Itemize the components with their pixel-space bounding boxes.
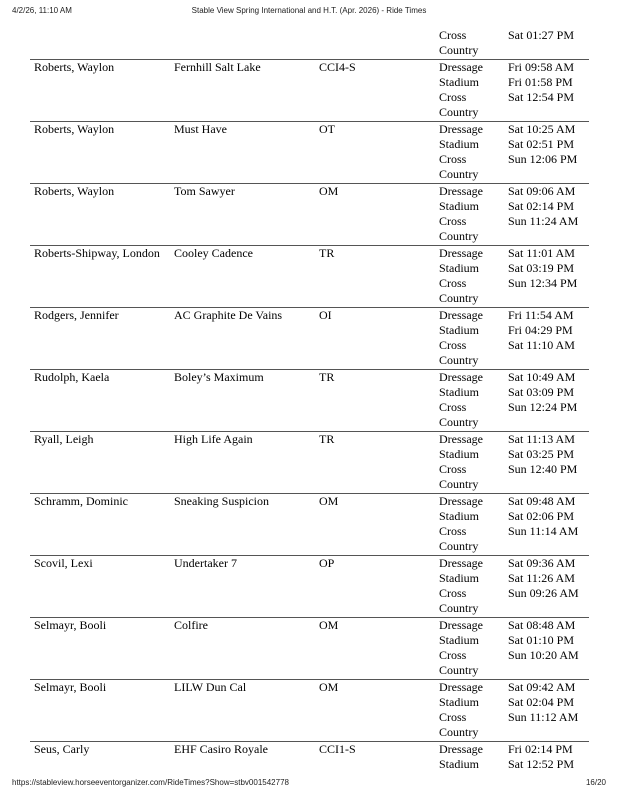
phase-name: Cross Country — [439, 214, 479, 243]
phase-item — [439, 494, 589, 509]
phase-name: Cross Country — [439, 648, 479, 677]
phase-list — [439, 556, 589, 616]
phase-list — [439, 370, 589, 430]
horse-name: Must Have — [174, 122, 227, 136]
phase-item — [439, 742, 589, 757]
phase-name: Stadium — [439, 323, 480, 337]
phase-name: Stadium — [439, 633, 480, 647]
rider-name: Ryall, Leigh — [34, 432, 94, 446]
ride-times-table — [30, 28, 589, 773]
rider-name: Rudolph, Kaela — [34, 370, 110, 384]
phase-item — [439, 199, 589, 214]
phase-list — [439, 742, 589, 772]
phase-time: Sat 11:26 AM — [508, 571, 575, 585]
phase-name: Cross Country — [439, 400, 479, 429]
phase-time: Sat 03:09 PM — [508, 385, 575, 399]
table-row — [30, 555, 589, 617]
division: TR — [319, 246, 335, 260]
phase-name: Dressage — [439, 184, 483, 198]
rider-name: Schramm, Dominic — [34, 494, 128, 508]
table-row — [30, 493, 589, 555]
phase-time: Sat 09:48 AM — [508, 494, 576, 508]
phase-time: Sat 10:49 AM — [508, 370, 576, 384]
phase-item — [439, 323, 589, 338]
phase-time: Fri 04:29 PM — [508, 323, 573, 337]
division: OT — [319, 122, 335, 136]
phase-name: Cross Country — [439, 524, 479, 553]
phase-name: Stadium — [439, 571, 480, 585]
phase-item — [439, 276, 589, 306]
phase-item — [439, 400, 589, 430]
phase-time: Sun 12:34 PM — [508, 276, 578, 290]
phase-item — [439, 308, 589, 323]
phase-time: Fri 01:58 PM — [508, 75, 573, 89]
phase-name: Cross Country — [439, 152, 479, 181]
division: OM — [319, 494, 339, 508]
rider-name: Roberts, Waylon — [34, 184, 115, 198]
phase-time: Sun 11:12 AM — [508, 710, 579, 724]
horse-name: Sneaking Suspicion — [174, 494, 269, 508]
phase-name: Cross Country — [439, 28, 479, 57]
phase-list — [439, 680, 589, 740]
table-row — [30, 121, 589, 183]
phase-item — [439, 338, 589, 368]
phase-time: Sat 09:06 AM — [508, 184, 576, 198]
phase-time: Sat 11:01 AM — [508, 246, 575, 260]
page-number: 16/20 — [585, 778, 606, 787]
phase-item — [439, 214, 589, 244]
phase-name: Stadium — [439, 199, 480, 213]
phase-list — [439, 28, 589, 58]
phase-name: Dressage — [439, 122, 483, 136]
rider-name: Roberts-Shipway, London — [34, 246, 160, 260]
phase-time: Sat 11:13 AM — [508, 432, 575, 446]
phase-item — [439, 152, 589, 182]
phase-list — [439, 246, 589, 306]
phase-time: Sun 12:40 PM — [508, 462, 578, 476]
phase-item — [439, 680, 589, 695]
phase-time: Sun 11:14 AM — [508, 524, 579, 538]
phase-list — [439, 308, 589, 368]
phase-name: Stadium — [439, 75, 480, 89]
phase-time: Sat 09:42 AM — [508, 680, 576, 694]
phase-name: Cross Country — [439, 710, 479, 739]
phase-time: Sat 11:10 AM — [508, 338, 575, 352]
page-url: https://stableview.horseeventorganizer.com/RideTimes?Show=stbv001542778 — [12, 778, 289, 787]
phase-item — [439, 122, 589, 137]
phase-list — [439, 184, 589, 244]
phase-time: Sat 02:06 PM — [508, 509, 575, 523]
table-row — [30, 741, 589, 773]
phase-time: Fri 09:58 AM — [508, 60, 575, 74]
table-row — [30, 307, 589, 369]
phase-name: Dressage — [439, 370, 483, 384]
division: OM — [319, 680, 339, 694]
phase-name: Cross Country — [439, 462, 479, 491]
phase-name: Cross Country — [439, 586, 479, 615]
rider-name: Selmayr, Booli — [34, 680, 107, 694]
phase-name: Stadium — [439, 447, 480, 461]
horse-name: Cooley Cadence — [174, 246, 253, 260]
phase-item — [439, 75, 589, 90]
horse-name: Undertaker 7 — [174, 556, 237, 570]
division: CCI4-S — [319, 60, 356, 74]
table-row — [30, 245, 589, 307]
phase-item — [439, 447, 589, 462]
phase-item — [439, 695, 589, 710]
division: CCI1-S — [319, 742, 356, 756]
phase-name: Cross Country — [439, 276, 479, 305]
horse-name: AC Graphite De Vains — [174, 308, 283, 322]
division: TR — [319, 370, 335, 384]
phase-name: Stadium — [439, 695, 480, 709]
phase-time: Sun 11:24 AM — [508, 214, 579, 228]
phase-name: Dressage — [439, 494, 483, 508]
phase-list — [439, 618, 589, 678]
phase-time: Sun 12:06 PM — [508, 152, 578, 166]
phase-name: Stadium — [439, 137, 480, 151]
horse-name: Tom Sawyer — [174, 184, 235, 198]
phase-item — [439, 710, 589, 740]
phase-time: Sun 09:26 AM — [508, 586, 579, 600]
phase-time: Sat 09:36 AM — [508, 556, 576, 570]
phase-item — [439, 509, 589, 524]
division: OP — [319, 556, 335, 570]
phase-time: Fri 02:14 PM — [508, 742, 573, 756]
phase-time: Sat 01:10 PM — [508, 633, 575, 647]
print-datetime: 4/2/26, 11:10 AM — [12, 6, 72, 15]
phase-item — [439, 137, 589, 152]
phase-time: Sat 10:25 AM — [508, 122, 576, 136]
rider-name: Roberts, Waylon — [34, 60, 115, 74]
table-row — [30, 431, 589, 493]
division: OI — [319, 308, 332, 322]
phase-time: Fri 11:54 AM — [508, 308, 574, 322]
phase-list — [439, 432, 589, 492]
table-row — [30, 617, 589, 679]
phase-item — [439, 618, 589, 633]
division: OM — [319, 184, 339, 198]
table-row — [30, 369, 589, 431]
phase-time: Sat 02:51 PM — [508, 137, 575, 151]
division: OM — [319, 618, 339, 632]
horse-name: High Life Again — [174, 432, 253, 446]
phase-name: Dressage — [439, 618, 483, 632]
table-row — [30, 183, 589, 245]
phase-list — [439, 494, 589, 554]
phase-time: Sat 12:52 PM — [508, 757, 575, 771]
rider-name: Seus, Carly — [34, 742, 90, 756]
phase-item — [439, 184, 589, 199]
phase-name: Dressage — [439, 60, 483, 74]
table-row — [30, 679, 589, 741]
phase-time: Sat 03:25 PM — [508, 447, 575, 461]
phase-item — [439, 261, 589, 276]
horse-name: LILW Dun Cal — [174, 680, 247, 694]
phase-time: Sat 08:48 AM — [508, 618, 576, 632]
rider-name: Roberts, Waylon — [34, 122, 115, 136]
horse-name: Boley’s Maximum — [174, 370, 264, 384]
phase-time: Sun 10:20 AM — [508, 648, 579, 662]
phase-list — [439, 122, 589, 182]
rider-name: Rodgers, Jennifer — [34, 308, 119, 322]
phase-item — [439, 556, 589, 571]
phase-name: Stadium — [439, 509, 480, 523]
phase-name: Stadium — [439, 757, 480, 771]
phase-item — [439, 246, 589, 261]
table-row — [30, 28, 589, 59]
phase-time: Sat 02:04 PM — [508, 695, 575, 709]
phase-name: Stadium — [439, 261, 480, 275]
phase-item — [439, 757, 589, 772]
phase-item — [439, 60, 589, 75]
phase-name: Dressage — [439, 246, 483, 260]
phase-name: Stadium — [439, 385, 480, 399]
phase-time: Sat 02:14 PM — [508, 199, 575, 213]
phase-time: Sun 12:24 PM — [508, 400, 578, 414]
print-footer — [12, 778, 606, 792]
phase-time: Sat 12:54 PM — [508, 90, 575, 104]
phase-item — [439, 648, 589, 678]
horse-name: Colfire — [174, 618, 208, 632]
phase-item — [439, 28, 589, 58]
phase-time: Sat 01:27 PM — [508, 28, 575, 42]
rider-name: Scovil, Lexi — [34, 556, 93, 570]
phase-time: Sat 03:19 PM — [508, 261, 575, 275]
horse-name: Fernhill Salt Lake — [174, 60, 261, 74]
phase-name: Dressage — [439, 742, 483, 756]
phase-name: Dressage — [439, 556, 483, 570]
phase-name: Cross Country — [439, 90, 479, 119]
phase-name: Dressage — [439, 680, 483, 694]
phase-item — [439, 90, 589, 120]
print-header — [12, 6, 606, 20]
phase-item — [439, 432, 589, 447]
phase-name: Dressage — [439, 432, 483, 446]
phase-item — [439, 370, 589, 385]
horse-name: EHF Casiro Royale — [174, 742, 268, 756]
phase-item — [439, 385, 589, 400]
phase-list — [439, 60, 589, 120]
phase-item — [439, 524, 589, 554]
phase-item — [439, 571, 589, 586]
phase-name: Cross Country — [439, 338, 479, 367]
rider-name: Selmayr, Booli — [34, 618, 107, 632]
phase-item — [439, 462, 589, 492]
phase-item — [439, 633, 589, 648]
division: TR — [319, 432, 335, 446]
phase-name: Dressage — [439, 308, 483, 322]
page-title: Stable View Spring International and H.T. (Apr. 2026) - Ride Times — [191, 6, 427, 15]
table-row — [30, 59, 589, 121]
phase-item — [439, 586, 589, 616]
